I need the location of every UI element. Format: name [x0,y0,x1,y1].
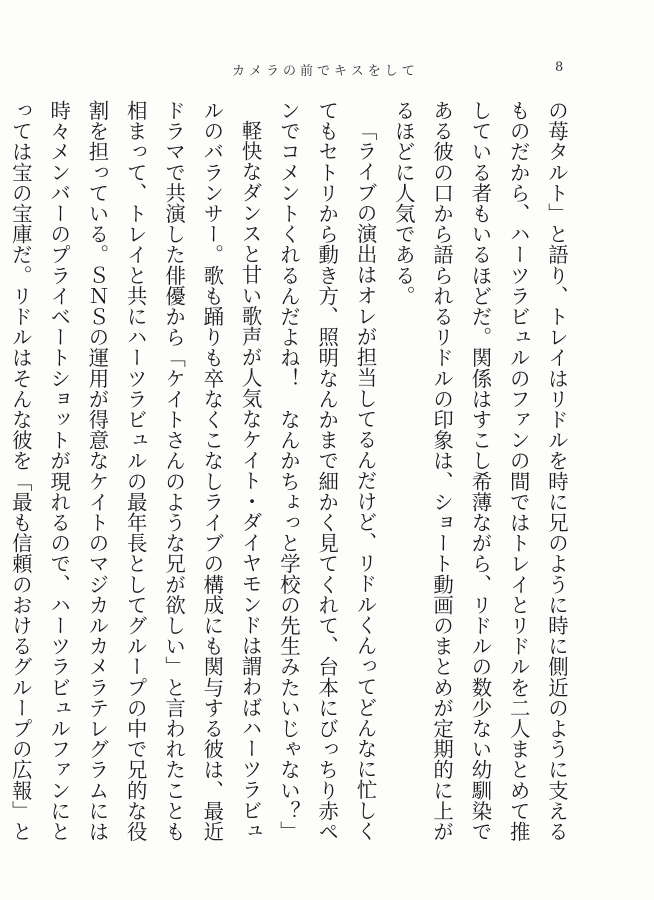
paragraph-3: 軽快なダンスと甘い歌声が人気なケイト・ダイヤモンドは謂わばハーツラビュルのバランサー。歌も踊りも卒なくこなしライブの構成にも関与する彼は、最近ドラマで共演した俳優から「ケイトさんのような兄が欲しい」と言われたことも相まって、トレイと共にハーツラビュルの最年長としてグループの中で兄的な役割を担っている。ＳＮＳの運用が得意なケイトのマジカルカメラテレグラムには時々メンバーのプライベートショットが現れるので、ハーツラビュルファンにとっては宝の宝庫だ。リドルはそんな彼を「最も信頼のおけるグループの広報」と [8,100,263,842]
body-text [0,100,576,860]
paragraph-2: 「ライブの演出はオレが担当してるんだけど、リドルくんってどんなに忙しくてもセトリから動き方、照明なんかまで細かく見てくれて、台本にびっちり赤ペンでコメントくれるんだよね！ なんかちょっと学校の先生みたいじゃない？」 [276,100,378,842]
page-number: 8 [555,60,564,75]
paragraph-1: の苺タルト」と語り、トレイはリドルを時に兄のように時に側近のように支えるものだから、ハーツラビュルのファンの間ではトレイとリドルを二人まとめて推している者もいるほどだ。関係はすこし希薄ながら、リドルの数少ない幼馴染である彼の口から語られるリドルの印象は、ショート動画のまとめが定期的に上がるほどに人気である。 [391,100,569,842]
running-title: カメラの前でキスをして [232,64,419,79]
